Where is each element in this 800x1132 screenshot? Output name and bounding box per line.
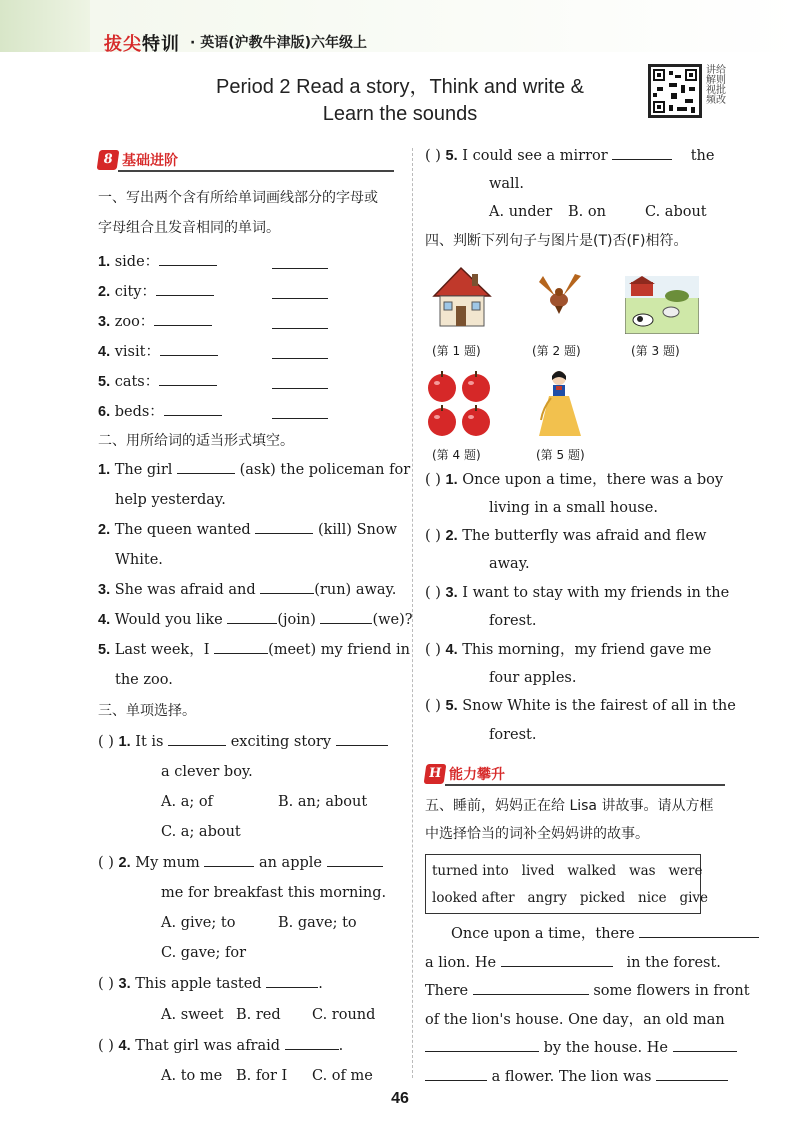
answer-bracket[interactable]: ( ) (425, 528, 441, 544)
list-item: 6. beds： (98, 402, 222, 422)
option-c[interactable]: C. round (312, 1007, 376, 1023)
answer-blank[interactable] (272, 328, 328, 329)
list-item: 4. visit： (98, 342, 218, 362)
part1-instruction-2: 字母组合且发音相同的单词。 (98, 220, 280, 236)
answer-blank[interactable] (272, 298, 328, 299)
caption-1: (第 1 题) (432, 344, 481, 358)
option-c[interactable]: C. about (645, 204, 707, 220)
fill-item: 3. She was afraid and (run) away. (98, 582, 397, 598)
story-line: of the lion's house. One day，an old man (425, 1012, 725, 1028)
list-item: 5. cats： (98, 372, 217, 392)
answer-bracket[interactable]: ( ) (98, 734, 114, 750)
fill-item: 2. The queen wanted (kill) Snow (98, 522, 397, 538)
part5-instruction-1: 五、睡前，妈妈正在给 Lisa 讲故事。请从方框 (425, 798, 714, 814)
part2-instruction: 二、用所给词的适当形式填空。 (98, 433, 294, 449)
answer-bracket[interactable]: ( ) (98, 1038, 114, 1054)
answer-blank[interactable] (473, 981, 589, 995)
option-b[interactable]: B. an; about (278, 794, 368, 810)
story-line: by the house. He (425, 1038, 737, 1058)
answer-blank[interactable] (320, 610, 372, 624)
answer-blank[interactable] (156, 282, 214, 296)
part3-instruction: 三、单项选择。 (98, 703, 196, 719)
choice-item: ( ) 4. That girl was afraid . (98, 1038, 344, 1054)
judge-item-cont: four apples. (489, 670, 577, 686)
story-line: a lion. He in the forest. (425, 955, 721, 971)
judge-item: ( ) 2. The butterfly was afraid and flew (425, 528, 707, 544)
answer-blank[interactable] (168, 732, 226, 746)
caption-5: (第 5 题) (536, 448, 585, 462)
option-a[interactable]: A. a; of (161, 794, 213, 810)
fill-item-cont: the zoo. (115, 672, 173, 688)
answer-blank[interactable] (656, 1067, 728, 1081)
judge-item: ( ) 5. Snow White is the fairest of all in the (425, 698, 736, 714)
page-number: 46 (391, 1090, 409, 1107)
answer-blank[interactable] (639, 924, 759, 938)
answer-blank[interactable] (227, 610, 277, 624)
section-badge-icon: H (424, 764, 447, 784)
word-bank-row: turned into lived walked was were (432, 863, 703, 879)
section-badge-icon: 8 (97, 150, 120, 170)
answer-blank[interactable] (164, 402, 222, 416)
part5-instruction-2: 中选择恰当的词补全妈妈讲的故事。 (425, 826, 649, 842)
qr-caption: 讲给解则视批频改 (706, 65, 726, 106)
judge-item-cont: living in a small house. (489, 500, 658, 516)
qr-code-icon[interactable] (648, 64, 702, 118)
book-subtitle: · 英语(沪教牛津版)六年级上 (190, 35, 367, 51)
caption-3: (第 3 题) (631, 344, 680, 358)
answer-blank[interactable] (154, 312, 212, 326)
apples-image (425, 370, 495, 440)
answer-blank[interactable] (272, 388, 328, 389)
choice-item: ( ) 2. My mum an apple (98, 853, 383, 873)
answer-blank[interactable] (260, 580, 314, 594)
answer-blank[interactable] (159, 252, 217, 266)
answer-blank[interactable] (272, 418, 328, 419)
option-b[interactable]: B. red (236, 1007, 281, 1023)
part1-instruction-1: 一、写出两个含有所给单词画线部分的字母或 (98, 190, 378, 206)
story-line: Once upon a time，there (451, 924, 759, 944)
list-item: 3. zoo： (98, 312, 212, 332)
option-c[interactable]: C. a; about (161, 824, 241, 840)
answer-blank[interactable] (612, 146, 672, 160)
answer-blank[interactable] (272, 268, 328, 269)
farm-image (625, 276, 699, 334)
house-image (428, 262, 494, 330)
answer-blank[interactable] (336, 732, 388, 746)
option-c[interactable]: C. gave; for (161, 945, 247, 961)
option-b[interactable]: B. gave; to (278, 915, 357, 931)
section-ability-heading: H 能力攀升 (425, 762, 725, 788)
snow-white-image (537, 368, 583, 440)
judge-item-cont: forest. (489, 727, 537, 743)
option-a[interactable]: A. give; to (161, 915, 236, 931)
answer-bracket[interactable]: ( ) (425, 148, 441, 164)
word-bank-row: looked after angry picked nice give (432, 890, 709, 906)
answer-blank[interactable] (272, 358, 328, 359)
option-c[interactable]: C. of me (312, 1068, 373, 1084)
choice-item-cont: me for breakfast this morning. (161, 885, 387, 901)
answer-bracket[interactable]: ( ) (425, 642, 441, 658)
list-item: 1. side： (98, 252, 217, 272)
answer-blank[interactable] (266, 974, 318, 988)
answer-bracket[interactable]: ( ) (425, 585, 441, 601)
answer-blank[interactable] (214, 640, 268, 654)
fill-item: 1. The girl (ask) the policeman for (98, 462, 411, 478)
page-title-line2: Learn the sounds (322, 103, 478, 125)
choice-item: ( ) 5. I could see a mirror the (425, 148, 715, 164)
fill-item-cont: help yesterday. (115, 492, 226, 508)
option-a[interactable]: A. under (489, 204, 553, 220)
fill-item: 4. Would you like (join) (we)? (98, 612, 413, 628)
page-title-line1: Period 2 Read a story，Think and write & (216, 76, 584, 98)
story-line: There some flowers in front (425, 983, 750, 999)
word-bank-box (425, 854, 709, 914)
choice-item: ( ) 1. It is exciting story (98, 732, 388, 752)
answer-bracket[interactable]: ( ) (425, 472, 441, 488)
answer-blank[interactable] (327, 853, 383, 867)
judge-item: ( ) 3. I want to stay with my friends in the (425, 585, 730, 601)
judge-item-cont: away. (489, 556, 530, 572)
choice-item-cont: wall. (489, 176, 524, 192)
answer-blank[interactable] (501, 953, 613, 967)
judge-item: ( ) 4. This morning，my friend gave me (425, 642, 712, 658)
judge-item: ( ) 1. Once upon a time，there was a boy (425, 472, 724, 488)
option-a[interactable]: A. sweet (161, 1007, 224, 1023)
answer-blank[interactable] (160, 342, 218, 356)
judge-item-cont: forest. (489, 613, 537, 629)
bird-image (535, 272, 585, 316)
answer-blank[interactable] (425, 1038, 539, 1052)
answer-blank[interactable] (425, 1067, 487, 1081)
list-item: 2. city： (98, 282, 214, 302)
fill-item: 5. Last week，I (meet) my friend in (98, 642, 411, 658)
caption-4: (第 4 题) (432, 448, 481, 462)
section-basic-heading: 8 基础进阶 (98, 148, 398, 174)
brand-logo: 拔尖特训 (104, 34, 180, 55)
answer-blank[interactable] (159, 372, 217, 386)
answer-bracket[interactable]: ( ) (425, 698, 441, 714)
choice-item-cont: a clever boy. (161, 764, 253, 780)
story-line: a flower. The lion was (425, 1067, 728, 1087)
answer-blank[interactable] (204, 853, 254, 867)
fill-item-cont: White. (115, 552, 163, 568)
answer-blank[interactable] (255, 520, 313, 534)
answer-blank[interactable] (285, 1036, 339, 1050)
answer-blank[interactable] (177, 460, 235, 474)
option-b[interactable]: B. on (568, 204, 606, 220)
option-b[interactable]: B. for I (236, 1068, 288, 1084)
answer-bracket[interactable]: ( ) (98, 976, 114, 992)
option-a[interactable]: A. to me (161, 1068, 223, 1084)
caption-2: (第 2 题) (532, 344, 581, 358)
answer-blank[interactable] (673, 1038, 737, 1052)
part4-instruction: 四、判断下列句子与图片是(T)否(F)相符。 (425, 233, 688, 249)
choice-item: ( ) 3. This apple tasted . (98, 976, 323, 992)
answer-bracket[interactable]: ( ) (98, 855, 114, 871)
